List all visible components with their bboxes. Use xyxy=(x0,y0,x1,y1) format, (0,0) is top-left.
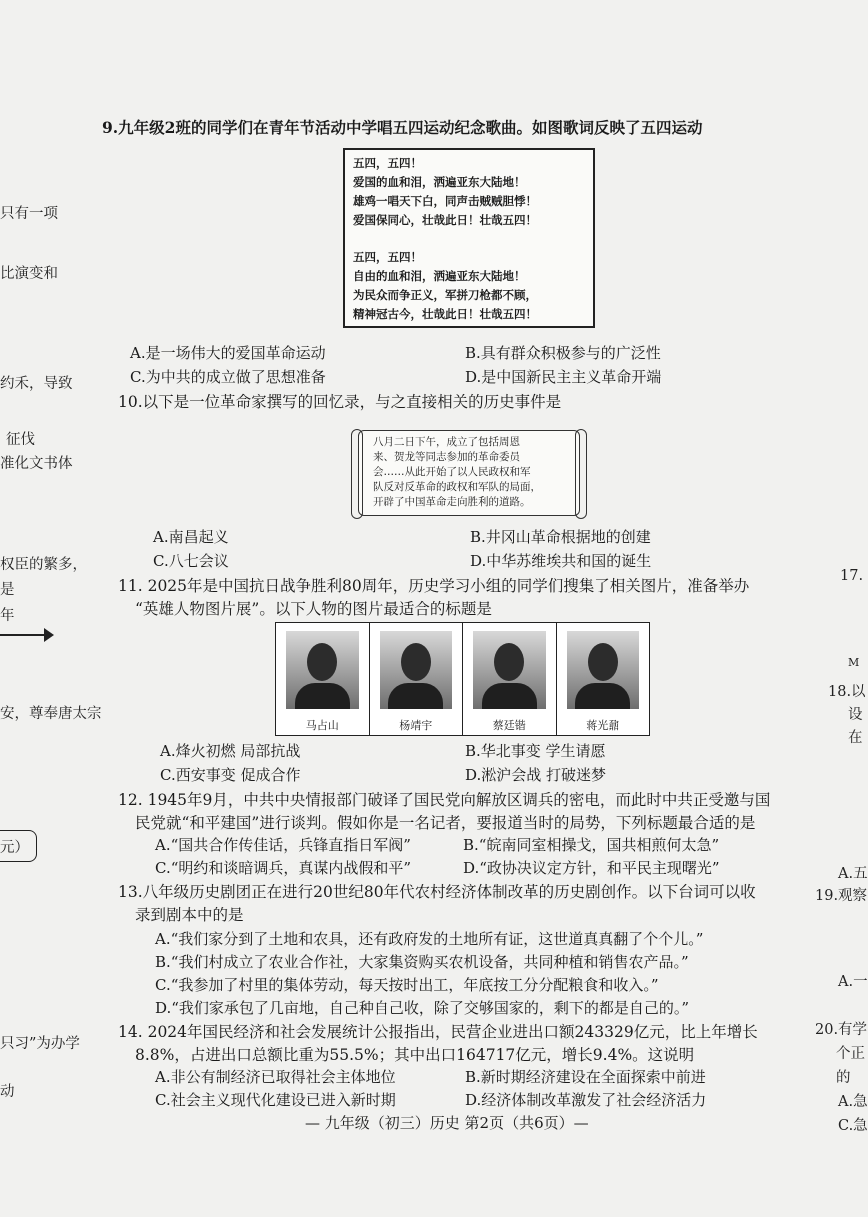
q9-option-c: C.为中共的成立做了思想准备 xyxy=(130,368,326,386)
right-fragment: A.急 xyxy=(838,1094,868,1110)
portrait-yang-jingyu xyxy=(370,623,464,735)
left-fragment: 元） xyxy=(0,840,29,856)
portrait-caption: 蔡廷锴 xyxy=(492,719,526,732)
left-fragment: 比演变和 xyxy=(0,266,58,282)
q10-option-a: A.南昌起义 xyxy=(153,528,229,546)
lyrics-box xyxy=(343,148,595,328)
left-fragment: 只习”为办学 xyxy=(0,1036,80,1052)
left-fragment: 约禾，导致 xyxy=(0,376,73,392)
question-14-stem-line1: 14. 2024年国民经济和社会发展统计公报指出，民营企业进出口额243329亿元，比上年增长 xyxy=(118,1023,758,1041)
right-fragment: A.一 xyxy=(838,974,868,990)
lyric-gap xyxy=(353,230,585,248)
memoir-line: 开辟了中国革命走向胜利的道路。 xyxy=(373,496,531,508)
lyric-line: 精神冠古今，壮哉此日！壮哉五四！ xyxy=(353,307,537,321)
right-fragment: 18.以 xyxy=(828,684,866,700)
memoir-line: 会……从此开始了以人民政权和军 xyxy=(373,466,531,478)
left-fragment: 权臣的繁多， xyxy=(0,557,87,573)
lyric-line: 五四，五四！ xyxy=(353,250,422,264)
memoir-line: 八月二日下午，成立了包括周恩 xyxy=(373,436,520,448)
lyric-line: 爱国保同心，壮哉此日！壮哉五四！ xyxy=(353,213,537,227)
left-fragment: 准化文书体 xyxy=(0,456,73,472)
lyric-line: 为民众而争正义，军拼刀枪都不顾， xyxy=(353,288,537,302)
lyric-line: 五四，五四！ xyxy=(353,156,422,170)
q9-option-b: B.具有群众积极参与的广泛性 xyxy=(465,344,661,362)
right-fragment: 在 xyxy=(848,730,863,746)
left-fragment: 征伐 xyxy=(6,432,35,448)
q11-option-d: D.淞沪会战 打破迷梦 xyxy=(465,766,607,784)
q12-option-b: B.“皖南同室相操戈，国共相煎何太急” xyxy=(463,836,720,854)
right-fragment: 设 xyxy=(848,707,863,723)
portrait-photo xyxy=(380,631,453,709)
right-fragment: 个正 xyxy=(836,1046,865,1062)
right-fragment: C.急 xyxy=(838,1118,868,1134)
portrait-caption: 马占山 xyxy=(305,719,339,732)
q10-option-b: B.井冈山革命根据地的创建 xyxy=(470,528,651,546)
q12-option-d: D.“政协决议定方针，和平民主现曙光” xyxy=(463,859,720,877)
memoir-scroll xyxy=(358,430,580,516)
portrait-ma-zhanshan xyxy=(276,623,370,735)
left-fragment: 安，尊奉唐太宗 xyxy=(0,706,102,722)
portrait-jiang-guangnai xyxy=(557,623,650,735)
right-fragment: M xyxy=(848,656,860,669)
q9-option-d: D.是中国新民主主义革命开端 xyxy=(465,368,662,386)
scroll-curl-right xyxy=(575,429,587,519)
right-fragment: 20.有学 xyxy=(815,1022,868,1038)
q14-option-c: C.社会主义现代化建设已进入新时期 xyxy=(155,1091,396,1109)
portrait-caption: 蒋光鼐 xyxy=(586,719,620,732)
portrait-photo xyxy=(567,631,640,709)
left-fragment: 是 xyxy=(0,582,15,598)
q9-option-a: A.是一场伟大的爱国革命运动 xyxy=(130,344,326,362)
q13-option-d: D.“我们家承包了几亩地，自己种自己收，除了交够国家的，剩下的都是自己的。” xyxy=(155,999,690,1017)
left-fragment: 动 xyxy=(0,1084,15,1100)
scroll-curl-left xyxy=(351,429,363,519)
portrait-photo xyxy=(286,631,359,709)
arrow-right-icon xyxy=(44,628,54,642)
right-fragment: A.五 xyxy=(838,866,868,882)
q13-option-c: C.“我参加了村里的集体劳动，每天按时出工，年底按工分分配粮食和收入。” xyxy=(155,976,659,994)
q11-option-c: C.西安事变 促成合作 xyxy=(160,766,301,784)
question-11-stem-line2: “英雄人物图片展”。以下人物的图片最适合的标题是 xyxy=(135,600,492,618)
q14-option-b: B.新时期经济建设在全面探索中前进 xyxy=(465,1068,706,1086)
portrait-caption: 杨靖宇 xyxy=(399,719,433,732)
q13-option-b: B.“我们村成立了农业合作社，大家集资购买农机设备，共同种植和销售农产品。” xyxy=(155,953,689,971)
right-fragment: 19.观察 xyxy=(815,888,868,904)
question-9-stem: 9.九年级2班的同学们在青年节活动中学唱五四运动纪念歌曲。如图歌词反映了五四运动 xyxy=(102,118,703,137)
lyric-line: 雄鸡一唱天下白，同声击贼贼胆悸！ xyxy=(353,194,537,208)
question-10-stem: 10.以下是一位革命家撰写的回忆录，与之直接相关的历史事件是 xyxy=(118,393,562,411)
question-12-stem-line1: 12. 1945年9月，中共中央情报部门破译了国民党向解放区调兵的密电，而此时中共正受邀与国 xyxy=(118,791,771,809)
timeline-arrow-line xyxy=(0,634,48,636)
question-13-stem-line1: 13.八年级历史剧团正在进行20世纪80年代农村经济体制改革的历史剧创作。以下台词可以收 xyxy=(118,883,756,901)
right-fragment: 的 xyxy=(836,1070,851,1086)
memoir-line: 来、贺龙等同志参加的革命委员 xyxy=(373,451,520,463)
portrait-cai-tingkai xyxy=(463,623,557,735)
q13-option-a: A.“我们家分到了土地和农具，还有政府发的土地所有证，这世道真真翻了个个儿。” xyxy=(155,930,704,948)
q12-option-a: A.“国共合作传佳话，兵锋直指日军阀” xyxy=(155,836,411,854)
q11-option-a: A.烽火初燃 局部抗战 xyxy=(160,742,301,760)
q12-option-c: C.“明约和谈暗调兵，真谋内战假和平” xyxy=(155,859,412,877)
question-14-stem-line2: 8.8%，占进出口总额比重为55.5%；其中出口164717亿元，增长9.4%。这说明 xyxy=(135,1046,695,1064)
question-12-stem-line2: 民党就“和平建国”进行谈判。假如你是一名记者，要报道当时的局势，下列标题最合适的是 xyxy=(135,814,756,832)
page-footer: — 九年级（初三）历史 第2页（共6页）— xyxy=(305,1114,589,1132)
question-11-stem-line1: 11. 2025年是中国抗日战争胜利80周年，历史学习小组的同学们搜集了相关图片，准备举办 xyxy=(118,577,750,595)
q14-option-d: D.经济体制改革激发了社会经济活力 xyxy=(465,1091,707,1109)
memoir-line: 队反对反革命的政权和军队的局面， xyxy=(373,481,541,493)
q14-option-a: A.非公有制经济已取得社会主体地位 xyxy=(155,1068,396,1086)
right-fragment: 17. xyxy=(840,568,864,584)
q10-option-c: C.八七会议 xyxy=(153,552,229,570)
portrait-photo xyxy=(473,631,546,709)
lyric-line: 自由的血和泪，洒遍亚东大陆地！ xyxy=(353,269,526,283)
left-fragment: 只有一项 xyxy=(0,206,58,222)
lyric-line: 爱国的血和泪，洒遍亚东大陆地！ xyxy=(353,175,526,189)
question-13-stem-line2: 录到剧本中的是 xyxy=(135,906,244,924)
left-fragment: 年 xyxy=(0,608,15,624)
q10-option-d: D.中华苏维埃共和国的诞生 xyxy=(470,552,652,570)
q11-option-b: B.华北事变 学生请愿 xyxy=(465,742,606,760)
portrait-strip xyxy=(275,622,650,736)
